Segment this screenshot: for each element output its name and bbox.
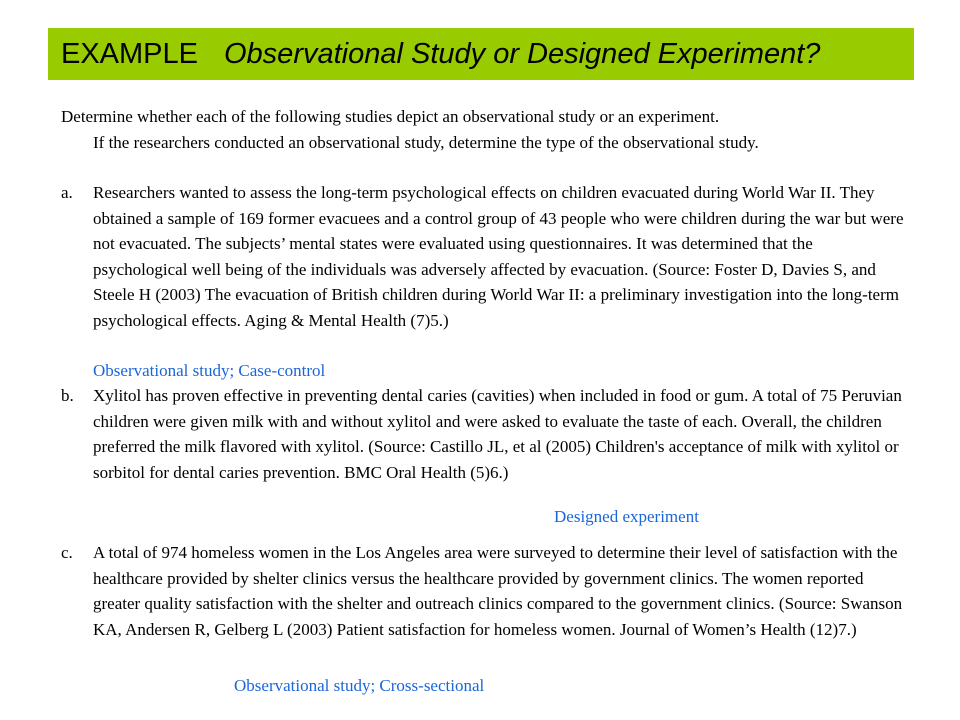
study-item-c	[61, 540, 911, 642]
intro-paragraph	[61, 104, 911, 155]
slide-title-label: EXAMPLE	[61, 38, 198, 70]
item-marker: a.	[61, 183, 73, 202]
study-item-b	[61, 383, 911, 485]
item-text: Researchers wanted to assess the long-term psychological effects on children evacuated during World War II. They obtained a sample of 169 former evacuees and a control group of 43 people who were children during the war but were not evacuated. The subjects’ mental states were evaluated using questionnaires. It was determined that the psychological well being of the individuals was adversely affected by evacuation. (Source: Foster D, Davies S, and Steele H (2003) The evacuation of British children during World War II: a preliminary investigation into the long-term psychological effects. Aging & Mental Health (7)5.)	[93, 183, 904, 330]
answer-a: Observational study; Case-control	[93, 361, 326, 380]
slide-title-question: Observational Study or Designed Experiment?	[224, 38, 821, 70]
intro-first-line: Determine whether each of the following studies depict an observational study or an experiment.	[61, 107, 720, 126]
answer-b: Designed experiment	[554, 507, 699, 526]
item-text: A total of 974 homeless women in the Los Angeles area were surveyed to determine their level of satisfaction with the healthcare provided by shelter clinics versus the healthcare provided by government clinics. The women reported greater quality satisfaction with the shelter and outreach clinics compared to the government clinics. (Source: Swanson KA, Andersen R, Gelberg L (2003) Patient satisfaction for homeless women. Journal of Women’s Health (12)7.)	[93, 543, 903, 639]
item-marker: b.	[61, 386, 74, 405]
item-text: Xylitol has proven effective in preventing dental caries (cavities) when included in food or gum. A total of 75 Peruvian children were given milk with and without xylitol and were asked to evaluate the taste of each. Overall, the children preferred the milk flavored with xylitol. (Source: Castillo JL, et al (2005) Children's acceptance of milk with xylitol or sorbitol for dental caries prevention. BMC Oral Health (5)6.)	[93, 386, 902, 482]
item-marker: c.	[61, 543, 73, 562]
slide-title-bar	[48, 28, 914, 80]
study-item-a	[61, 180, 911, 333]
intro-continuation: If the researchers conducted an observational study, determine the type of the observational study.	[93, 132, 759, 152]
answer-c: Observational study; Cross-sectional	[234, 676, 485, 695]
